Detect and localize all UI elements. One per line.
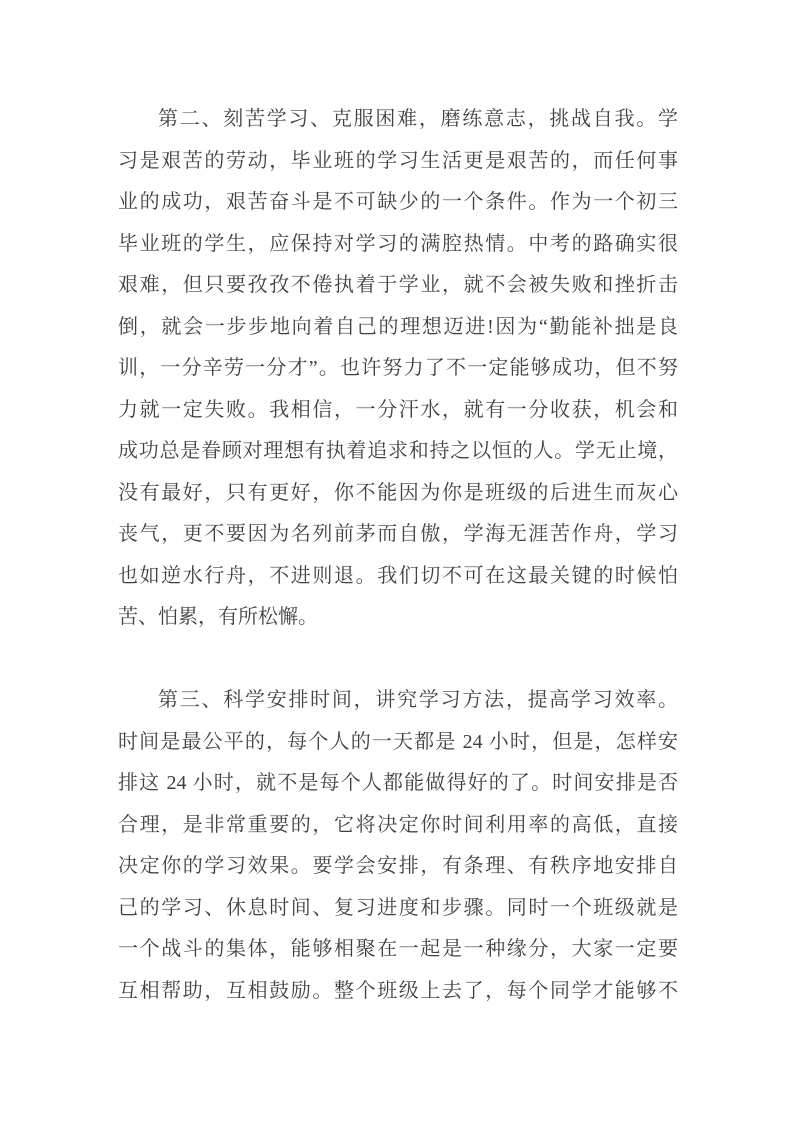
text-line: 毕业班的学生，应保持对学习的满腔热情。中考的路确实很 — [118, 232, 678, 255]
text-line: 也如逆水行舟，不进则退。我们切不可在这最关键的时候怕 — [118, 564, 678, 587]
text-line: 没有最好，只有更好，你不能因为你是班级的后进生而灰心 — [118, 481, 678, 504]
text-line: 合理，是非常重要的，它将决定你时间利用率的高低，直接 — [118, 813, 678, 836]
text-line: 习是艰苦的劳动，毕业班的学习生活更是艰苦的，而任何事 — [118, 149, 678, 172]
text-line: 互相帮助，互相鼓励。整个班级上去了，每个同学才能够不 — [118, 979, 678, 1002]
document-text — [118, 99, 678, 1012]
text-line: 第三、科学安排时间，讲究学习方法，提高学习效率。 — [158, 689, 678, 711]
text-line: 第二、刻苦学习、克服困难，磨练意志，挑战自我。学 — [158, 108, 678, 130]
text-line: 排这 24 小时，就不是每个人都能做得好的了。时间安排是否 — [118, 772, 678, 794]
text-line: 一个战斗的集体，能够相聚在一起是一种缘分，大家一定要 — [118, 938, 678, 960]
text-line: 己的学习、休息时间、复习进度和步骤。同时一个班级就是 — [118, 896, 678, 919]
text-line: 艰难，但只要孜孜不倦执着于学业，就不会被失败和挫折击 — [118, 274, 678, 296]
text-line: 力就一定失败。我相信，一分汗水，就有一分收获，机会和 — [118, 398, 678, 421]
text-line: 成功总是眷顾对理想有执着追求和持之以恒的人。学无止境， — [118, 440, 678, 462]
text-line: 丧气，更不要因为名列前茅而自傲，学海无涯苦作舟，学习 — [118, 523, 678, 545]
text-line: 业的成功，艰苦奋斗是不可缺少的一个条件。作为一个初三 — [118, 191, 678, 213]
text-line: 时间是最公平的，每个人的一天都是 24 小时，但是，怎样安 — [118, 730, 678, 753]
text-line: 倒，就会一步步地向着自己的理想迈进!因为“勤能补拙是良 — [118, 315, 678, 338]
text-line: 训，一分辛劳一分才”。也许努力了不一定能够成功，但不努 — [118, 357, 678, 379]
text-line: 决定你的学习效果。要学会安排，有条理、有秩序地安排自 — [118, 855, 678, 877]
text-line: 苦、怕累，有所松懈。 — [118, 606, 318, 628]
paragraph-2 — [118, 680, 678, 1012]
paragraph-1 — [118, 99, 678, 639]
